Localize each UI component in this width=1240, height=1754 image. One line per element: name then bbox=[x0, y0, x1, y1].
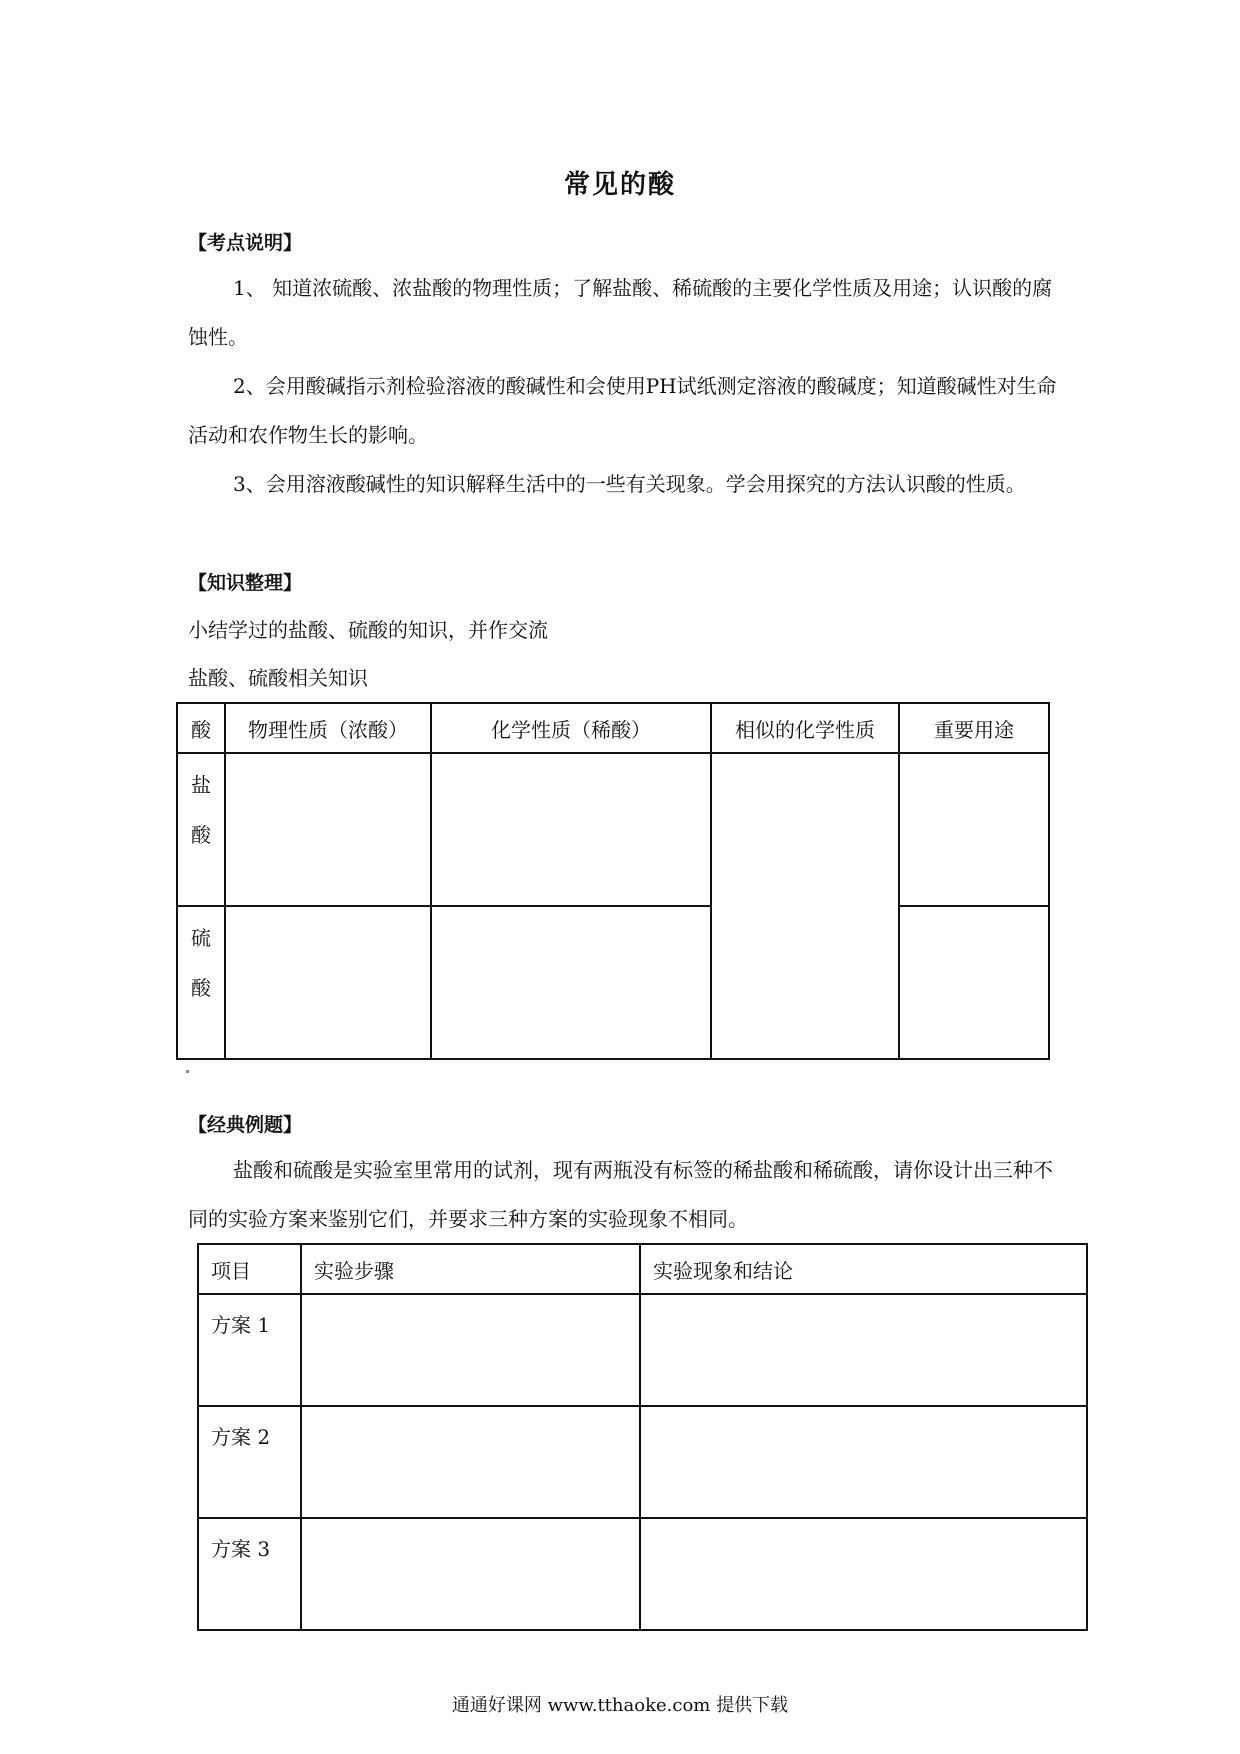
acid-name-h2so4: 硫酸 bbox=[177, 906, 225, 1059]
zhishi-line-1: 小结学过的盐酸、硫酸的知识，并作交流 bbox=[188, 618, 548, 642]
kaodian-item-3: 3、会用溶液酸碱性的知识解释生活中的一些有关现象。学会用探究的方法认识酸的性质。 bbox=[233, 472, 1026, 496]
section-heading-kaodian: 【考点说明】 bbox=[188, 232, 303, 254]
table-header-cell: 相似的化学性质 bbox=[711, 703, 899, 753]
table-row bbox=[198, 1406, 1087, 1518]
table-cell bbox=[640, 1294, 1087, 1406]
acid-name-hcl: 盐酸 bbox=[177, 753, 225, 906]
table-cell bbox=[431, 753, 711, 906]
table-row bbox=[177, 753, 1049, 906]
liti-text: 盐酸和硫酸是实验室里常用的试剂，现有两瓶没有标签的稀盐酸和稀硫酸，请你设计出三种不同的实验方案来鉴别它们，并要求三种方案的实验现象不相同。 bbox=[188, 1158, 1053, 1231]
scan-dot bbox=[186, 1070, 189, 1073]
section-heading-liti: 【经典例题】 bbox=[188, 1114, 303, 1136]
zhishi-line-2: 盐酸、硫酸相关知识 bbox=[188, 666, 368, 690]
table-header-row bbox=[198, 1244, 1087, 1294]
footer-text: 通通好课网 www.tthaoke.com 提供下载 bbox=[451, 1695, 789, 1716]
table-cell bbox=[640, 1518, 1087, 1630]
table-row bbox=[177, 906, 1049, 1059]
table-cell bbox=[899, 753, 1049, 906]
acid-knowledge-table bbox=[176, 702, 1050, 1060]
table-header-cell: 实验步骤 bbox=[301, 1244, 640, 1294]
table-header-cell: 重要用途 bbox=[899, 703, 1049, 753]
table-header-cell: 项目 bbox=[198, 1244, 301, 1294]
table-row bbox=[198, 1518, 1087, 1630]
table-cell bbox=[301, 1294, 640, 1406]
table-cell bbox=[431, 906, 711, 1059]
table-header-row bbox=[177, 703, 1049, 753]
section-heading-zhishi: 【知识整理】 bbox=[188, 572, 303, 594]
table-cell bbox=[225, 906, 431, 1059]
table-header-cell: 物理性质（浓酸） bbox=[225, 703, 431, 753]
kaodian-item-2: 2、会用酸碱指示剂检验溶液的酸碱性和会使用PH试纸测定溶液的酸碱度；知道酸碱性对生命活动和农作物生长的影响。 bbox=[188, 374, 1057, 447]
table-header-cell: 化学性质（稀酸） bbox=[431, 703, 711, 753]
table-cell bbox=[640, 1406, 1087, 1518]
table-header-cell: 实验现象和结论 bbox=[640, 1244, 1087, 1294]
table-cell bbox=[225, 753, 431, 906]
plan-label: 方案 2 bbox=[198, 1406, 301, 1518]
plan-label: 方案 1 bbox=[198, 1294, 301, 1406]
table-header-cell: 酸 bbox=[177, 703, 225, 753]
page-title: 常见的酸 bbox=[563, 170, 676, 200]
table-cell bbox=[301, 1406, 640, 1518]
table-cell bbox=[899, 906, 1049, 1059]
plan-label: 方案 3 bbox=[198, 1518, 301, 1630]
kaodian-item-1: 1、 知道浓硫酸、浓盐酸的物理性质；了解盐酸、稀硫酸的主要化学性质及用途；认识酸的腐蚀性。 bbox=[188, 276, 1053, 349]
table-cell bbox=[301, 1518, 640, 1630]
table-cell-merged bbox=[711, 753, 899, 1059]
experiment-plan-table bbox=[197, 1243, 1088, 1631]
table-row bbox=[198, 1294, 1087, 1406]
